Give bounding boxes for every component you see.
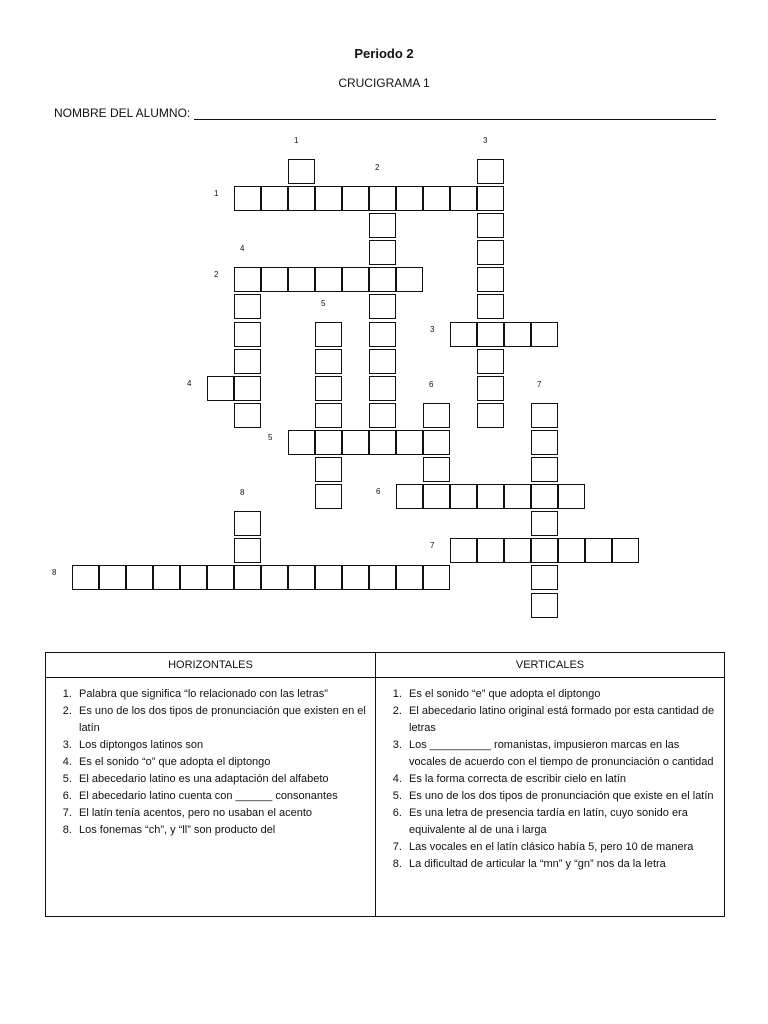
across-clue-number: 5 (268, 433, 273, 442)
crossword-cell[interactable] (369, 322, 396, 347)
horizontal-clue: 5. El abecedario latino es una adaptación del alfabeto (75, 771, 369, 788)
crossword-cell[interactable] (315, 430, 342, 455)
horizontal-clue: 8. Los fonemas “ch”, y “ll” son producto del (75, 822, 369, 839)
horizontal-clue: 7. El latín tenía acentos, pero no usaban el acento (75, 805, 369, 822)
crossword-cell[interactable] (315, 349, 342, 374)
page-title: Periodo 2 (354, 46, 414, 61)
crossword-cell[interactable] (531, 484, 558, 509)
crossword-cell[interactable] (450, 538, 477, 563)
crossword-cell[interactable] (369, 565, 396, 590)
crossword-cell[interactable] (477, 484, 504, 509)
crossword-cell[interactable] (315, 484, 342, 509)
down-clue-number: 2 (375, 163, 380, 172)
crossword-cell[interactable] (531, 430, 558, 455)
crossword-cell[interactable] (423, 186, 450, 211)
crossword-cell[interactable] (315, 403, 342, 428)
crossword-cell[interactable] (504, 538, 531, 563)
crossword-cell[interactable] (315, 267, 342, 292)
student-name-field (54, 106, 716, 120)
crossword-cell[interactable] (315, 376, 342, 401)
down-clue-number: 6 (429, 380, 434, 389)
crossword-cell[interactable] (369, 349, 396, 374)
across-clue-number: 1 (214, 189, 219, 198)
crossword-cell[interactable] (558, 484, 585, 509)
crossword-cell[interactable] (234, 565, 261, 590)
crossword-cell[interactable] (396, 430, 423, 455)
crossword-cell[interactable] (504, 484, 531, 509)
horizontal-clue: 1. Palabra que significa “lo relacionado con las letras” (75, 686, 369, 703)
vertical-clue: 7. Las vocales en el latín clásico había 5, pero 10 de manera (405, 839, 718, 856)
crossword-cell[interactable] (558, 538, 585, 563)
crossword-title: CRUCIGRAMA 1 (338, 76, 430, 90)
crossword-cell[interactable] (423, 565, 450, 590)
crossword-cell[interactable] (477, 159, 504, 184)
crossword-cell[interactable] (477, 267, 504, 292)
student-name-blank[interactable] (194, 107, 716, 120)
crossword-cell[interactable] (234, 349, 261, 374)
crossword-cell[interactable] (450, 186, 477, 211)
across-clue-number: 4 (187, 379, 192, 388)
crossword-cell[interactable] (369, 213, 396, 238)
vertical-clue: 6. Es una letra de presencia tardía en latín, cuyo sonido era equivalente al de una i larga (405, 805, 718, 839)
crossword-cell[interactable] (477, 538, 504, 563)
horizontal-clue: 3. Los diptongos latinos son (75, 737, 369, 754)
crossword-cell[interactable] (450, 484, 477, 509)
crossword-cell[interactable] (423, 403, 450, 428)
crossword-cell[interactable] (531, 511, 558, 536)
crossword-cell[interactable] (315, 186, 342, 211)
crossword-cell[interactable] (369, 240, 396, 265)
crossword-cell[interactable] (261, 186, 288, 211)
horizontal-clues-header: HORIZONTALES (46, 653, 376, 678)
vertical-clue: 4. Es la forma correcta de escribir cielo en latín (405, 771, 718, 788)
crossword-cell[interactable] (396, 186, 423, 211)
vertical-clue: 2. El abecedario latino original está formado por esta cantidad de letras (405, 703, 718, 737)
crossword-cell[interactable] (288, 159, 315, 184)
crossword-cell[interactable] (180, 565, 207, 590)
vertical-clues-cell (376, 678, 725, 917)
student-name-label: NOMBRE DEL ALUMNO: (54, 106, 191, 120)
crossword-cell[interactable] (315, 322, 342, 347)
crossword-cell[interactable] (342, 565, 369, 590)
down-clue-number: 7 (537, 380, 542, 389)
crossword-cell[interactable] (477, 294, 504, 319)
crossword-cell[interactable] (288, 186, 315, 211)
crossword-cell[interactable] (234, 538, 261, 563)
vertical-clues-list (380, 686, 718, 873)
crossword-cell[interactable] (396, 484, 423, 509)
crossword-cell[interactable] (234, 403, 261, 428)
crossword-cell[interactable] (531, 565, 558, 590)
crossword-cell[interactable] (207, 565, 234, 590)
crossword-cell[interactable] (477, 376, 504, 401)
crossword-cell[interactable] (612, 538, 639, 563)
crossword-cell[interactable] (369, 186, 396, 211)
crossword-cell[interactable] (477, 186, 504, 211)
across-clue-number: 2 (214, 270, 219, 279)
crossword-cell[interactable] (396, 565, 423, 590)
crossword-cell[interactable] (234, 376, 261, 401)
vertical-clue: 8. La dificultad de articular la “mn” y “gn” nos da la letra (405, 856, 718, 873)
crossword-cell[interactable] (369, 294, 396, 319)
crossword-cell[interactable] (531, 403, 558, 428)
crossword-cell[interactable] (531, 593, 558, 618)
crossword-cell[interactable] (342, 430, 369, 455)
crossword-cell[interactable] (477, 349, 504, 374)
across-clue-number: 8 (52, 568, 57, 577)
horizontal-clue: 2. Es uno de los dos tipos de pronunciación que existen en el latín (75, 703, 369, 737)
crossword-cell[interactable] (531, 322, 558, 347)
crossword-cell[interactable] (315, 565, 342, 590)
crossword-cell[interactable] (477, 322, 504, 347)
crossword-cell[interactable] (207, 376, 234, 401)
vertical-clues-header: VERTICALES (376, 653, 725, 678)
across-clue-number: 7 (430, 541, 435, 550)
crossword-cell[interactable] (99, 565, 126, 590)
crossword-cell[interactable] (288, 430, 315, 455)
crossword-cell[interactable] (423, 457, 450, 482)
down-clue-number: 5 (321, 299, 326, 308)
down-clue-number: 3 (483, 136, 488, 145)
horizontal-clues-list (50, 686, 369, 839)
crossword-cell[interactable] (234, 267, 261, 292)
horizontal-clue: 4. Es el sonido “o” que adopta el diptongo (75, 754, 369, 771)
crossword-cell[interactable] (126, 565, 153, 590)
crossword-cell[interactable] (342, 267, 369, 292)
crossword-cell[interactable] (261, 565, 288, 590)
crossword-cell[interactable] (369, 376, 396, 401)
crossword-cell[interactable] (288, 565, 315, 590)
crossword-cell[interactable] (234, 322, 261, 347)
crossword-cell[interactable] (369, 430, 396, 455)
crossword-cell[interactable] (396, 267, 423, 292)
down-clue-number: 1 (294, 136, 299, 145)
crossword-cell[interactable] (369, 403, 396, 428)
crossword-cell[interactable] (342, 186, 369, 211)
crossword-cell[interactable] (234, 186, 261, 211)
crossword-cell[interactable] (531, 538, 558, 563)
crossword-cell[interactable] (504, 322, 531, 347)
crossword-cell[interactable] (477, 403, 504, 428)
crossword-cell[interactable] (72, 565, 99, 590)
crossword-cell[interactable] (288, 267, 315, 292)
crossword-cell[interactable] (477, 213, 504, 238)
vertical-clue: 5. Es uno de los dos tipos de pronunciación que existe en el latín (405, 788, 718, 805)
down-clue-number: 4 (240, 244, 245, 253)
crossword-cell[interactable] (531, 457, 558, 482)
crossword-cell[interactable] (450, 322, 477, 347)
crossword-cell[interactable] (423, 484, 450, 509)
across-clue-number: 6 (376, 487, 381, 496)
clues-table (45, 652, 725, 917)
down-clue-number: 8 (240, 488, 245, 497)
crossword-cell[interactable] (153, 565, 180, 590)
crossword-cell[interactable] (315, 457, 342, 482)
crossword-cell[interactable] (234, 511, 261, 536)
horizontal-clue: 6. El abecedario latino cuenta con ______ consonantes (75, 788, 369, 805)
crossword-cell[interactable] (477, 240, 504, 265)
vertical-clue: 1. Es el sonido “e” que adopta el diptongo (405, 686, 718, 703)
crossword-cell[interactable] (585, 538, 612, 563)
crossword-cell[interactable] (423, 430, 450, 455)
across-clue-number: 3 (430, 325, 435, 334)
crossword-cell[interactable] (261, 267, 288, 292)
crossword-cell[interactable] (369, 267, 396, 292)
vertical-clue: 3. Los __________ romanistas, impusieron marcas en las vocales de acuerdo con el tiempo de pronunciación o cantidad (405, 737, 718, 771)
crossword-cell[interactable] (234, 294, 261, 319)
horizontal-clues-cell (46, 678, 376, 917)
